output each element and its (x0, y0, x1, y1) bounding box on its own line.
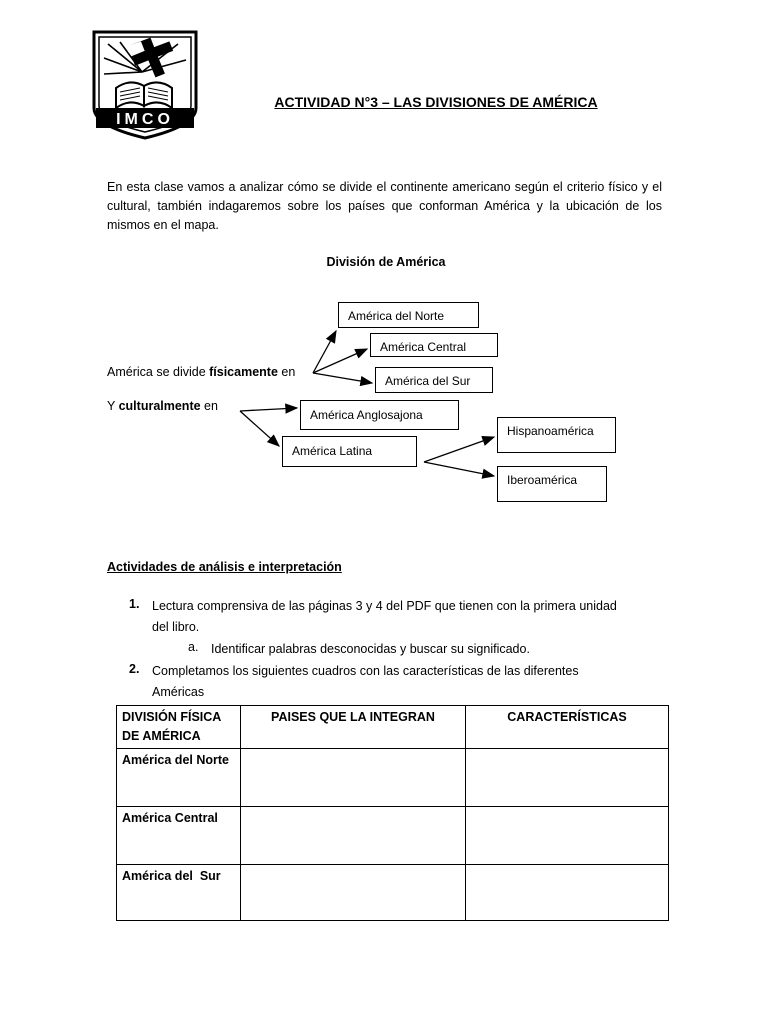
table-row (117, 807, 669, 865)
item-number: 2. (129, 662, 140, 676)
item-text: Lectura comprensiva de las páginas 3 y 4 del PDF que tienen con la primera unidad (152, 599, 617, 613)
item-text: del libro. (152, 620, 200, 634)
table-cell[interactable] (466, 749, 669, 807)
table-cell: América del Norte (117, 749, 241, 807)
box-america-norte: América del Norte (338, 302, 479, 328)
table-cell[interactable] (466, 865, 669, 921)
intro-paragraph: En esta clase vamos a analizar cómo se divide el continente americano según el criterio físico y el cultural, también indagaremos sobre los países que conforman América y la ubicación de los mismos en el mapa. (107, 180, 662, 232)
box-america-latina: América Latina (282, 436, 417, 467)
box-iberoamerica: Iberoamérica (497, 466, 607, 502)
cultural-label (107, 399, 218, 413)
table-cell: América del Sur (117, 865, 241, 921)
table-cell[interactable] (241, 865, 466, 921)
table-row (117, 749, 669, 807)
table-header: CARACTERÍSTICAS (466, 706, 669, 749)
page-title: ACTIVIDAD N°3 – LAS DIVISIONES DE AMÉRICA (274, 94, 598, 110)
box-america-central: América Central (370, 333, 498, 357)
table-header-row (117, 706, 669, 749)
activities-heading: Actividades de análisis e interpretación (107, 560, 342, 574)
item-number: 1. (129, 597, 140, 611)
logo-text: IMCO (116, 111, 174, 128)
item-text: Identificar palabras desconocidas y buscar su significado. (211, 642, 530, 656)
table-cell: América Central (117, 807, 241, 865)
table-header: PAISES QUE LA INTEGRAN (241, 706, 466, 749)
table-row (117, 865, 669, 921)
diagram-title: División de América (326, 255, 446, 269)
fisica-prefix: América se divide (107, 365, 210, 379)
box-america-anglosajona: América Anglosajona (300, 400, 459, 430)
table-header: DIVISIÓN FÍSICA DE AMÉRICA (117, 706, 241, 749)
item-text: Completamos los siguientes cuadros con las características de las diferentes (152, 664, 579, 678)
table-cell[interactable] (466, 807, 669, 865)
item-text: Américas (152, 685, 205, 699)
school-logo (90, 30, 200, 140)
fisica-suffix: en (277, 365, 296, 379)
division-table (116, 705, 669, 921)
item-number: a. (188, 640, 199, 654)
cultural-suffix: en (200, 399, 218, 413)
cultural-bold: culturalmente (118, 399, 201, 413)
table-cell[interactable] (241, 807, 466, 865)
table-cell[interactable] (241, 749, 466, 807)
box-america-sur: América del Sur (375, 367, 493, 393)
cultural-prefix: Y (107, 399, 119, 413)
fisica-bold: físicamente (209, 365, 278, 379)
box-hispanoamerica: Hispanoamérica (497, 417, 616, 453)
fisica-label (107, 365, 295, 379)
